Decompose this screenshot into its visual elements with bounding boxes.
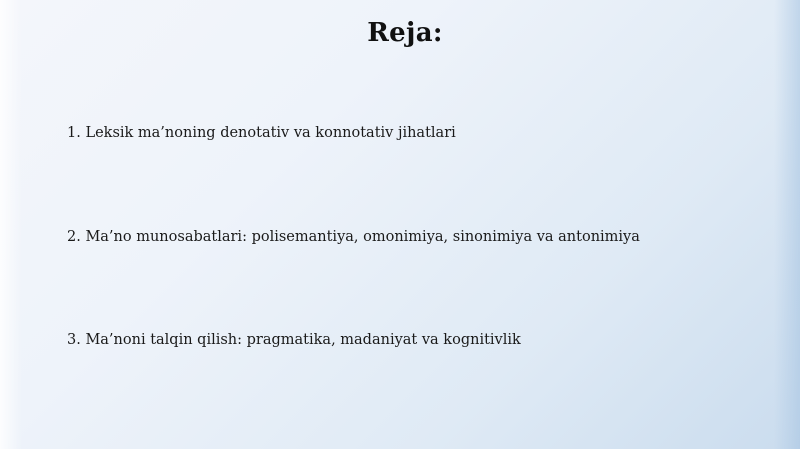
plan-item-2: 2. Ma’no munosabatlari: polisemantiya, omonimiya, sinonimiya va antonimiya (67, 229, 640, 245)
plan-item-1: 1. Leksik ma’noning denotativ va konnotativ jihatlari (67, 125, 456, 141)
plan-item-3: 3. Ma’noni talqin qilish: pragmatika, madaniyat va kognitivlik (67, 332, 521, 348)
slide-right-shadow (774, 0, 800, 449)
slide-left-highlight (0, 0, 22, 449)
slide-title: Reja: (367, 18, 443, 48)
